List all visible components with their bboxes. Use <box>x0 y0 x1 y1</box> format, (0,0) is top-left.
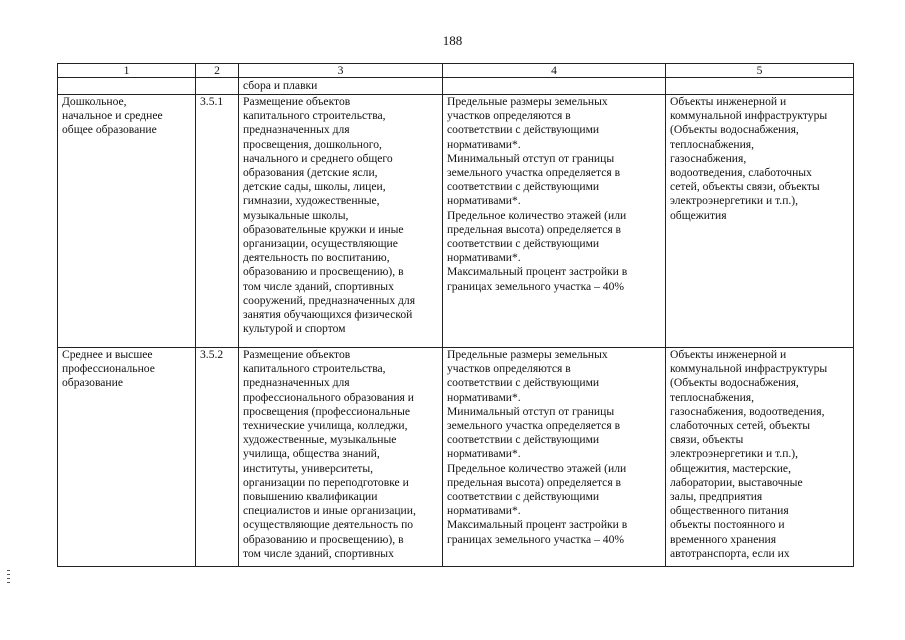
empty-cell <box>443 78 666 95</box>
use-type-name: Дошкольное, начальное и среднее общее образование <box>58 95 196 348</box>
column-number: 2 <box>196 64 239 78</box>
land-use-table <box>57 63 854 567</box>
use-description: Размещение объектов капитального строительства, предназначенных для просвещения, дошкольного, начального и среднего общего образования (детские ясли, детские сады, школы, лицеи, гимназии, художественные, музыкальные школы, образовательные кружки и иные организации, осуществляющие деятельность по воспитанию, образованию и просвещению), в том числе зданий, спортивных сооружений, предназначенных для занятия обучающихся физической культурой и спортом <box>239 95 443 348</box>
use-type-code: 3.5.1 <box>196 95 239 348</box>
empty-cell <box>196 78 239 95</box>
use-type-code: 3.5.2 <box>196 348 239 567</box>
empty-cell <box>58 78 196 95</box>
auxiliary-objects: Объекты инженерной и коммунальной инфраструктуры (Объекты водоснабжения, теплоснабжения, газоснабжения, водоотведения, слаботочных сетей, объекты связи, объекты электроэнергетики и т.п.), общежития <box>666 95 854 348</box>
column-number: 5 <box>666 64 854 78</box>
column-number-row <box>58 64 854 78</box>
continuation-text: сбора и плавки <box>239 78 443 95</box>
column-number: 3 <box>239 64 443 78</box>
table-row <box>58 348 854 567</box>
parameter-limits: Предельные размеры земельных участков определяются в соответствии с действующими нормативами*. Минимальный отступ от границы земельного участка определяется в соответствии с действующими нормативами*. Предельное количество этажей (или предельная высота) определяется в соответствии с действующими нормативами*. Максимальный процент застройки в границах земельного участка – 40% <box>443 348 666 567</box>
use-description: Размещение объектов капитального строительства, предназначенных для профессионального образования и просвещения (профессиональные технические училища, колледжи, художественные, музыкальные училища, общества знаний, институты, университеты, организации по переподготовке и повышению квалификации специалистов и иные организации, осуществляющие деятельность по образованию и просвещению), в том числе зданий, спортивных <box>239 348 443 567</box>
column-number: 4 <box>443 64 666 78</box>
scan-margin-marks <box>7 570 10 630</box>
table-row <box>58 95 854 348</box>
auxiliary-objects: Объекты инженерной и коммунальной инфраструктуры (Объекты водоснабжения, теплоснабжения, газоснабжения, водоотведения, слаботочных сетей, объекты связи, объекты электроэнергетики и т.п.), общежития, мастерские, лаборатории, выставочные залы, предприятия общественного питания объекты постоянного и временного хранения автотранспорта, если их <box>666 348 854 567</box>
parameter-limits: Предельные размеры земельных участков определяются в соответствии с действующими нормативами*. Минимальный отступ от границы земельного участка определяется в соответствии с действующими нормативами*. Предельное количество этажей (или предельная высота) определяется в соответствии с действующими нормативами*. Максимальный процент застройки в границах земельного участка – 40% <box>443 95 666 348</box>
continuation-row <box>58 78 854 95</box>
column-number: 1 <box>58 64 196 78</box>
empty-cell <box>666 78 854 95</box>
use-type-name: Среднее и высшее профессиональное образование <box>58 348 196 567</box>
page-number: 188 <box>442 33 463 48</box>
